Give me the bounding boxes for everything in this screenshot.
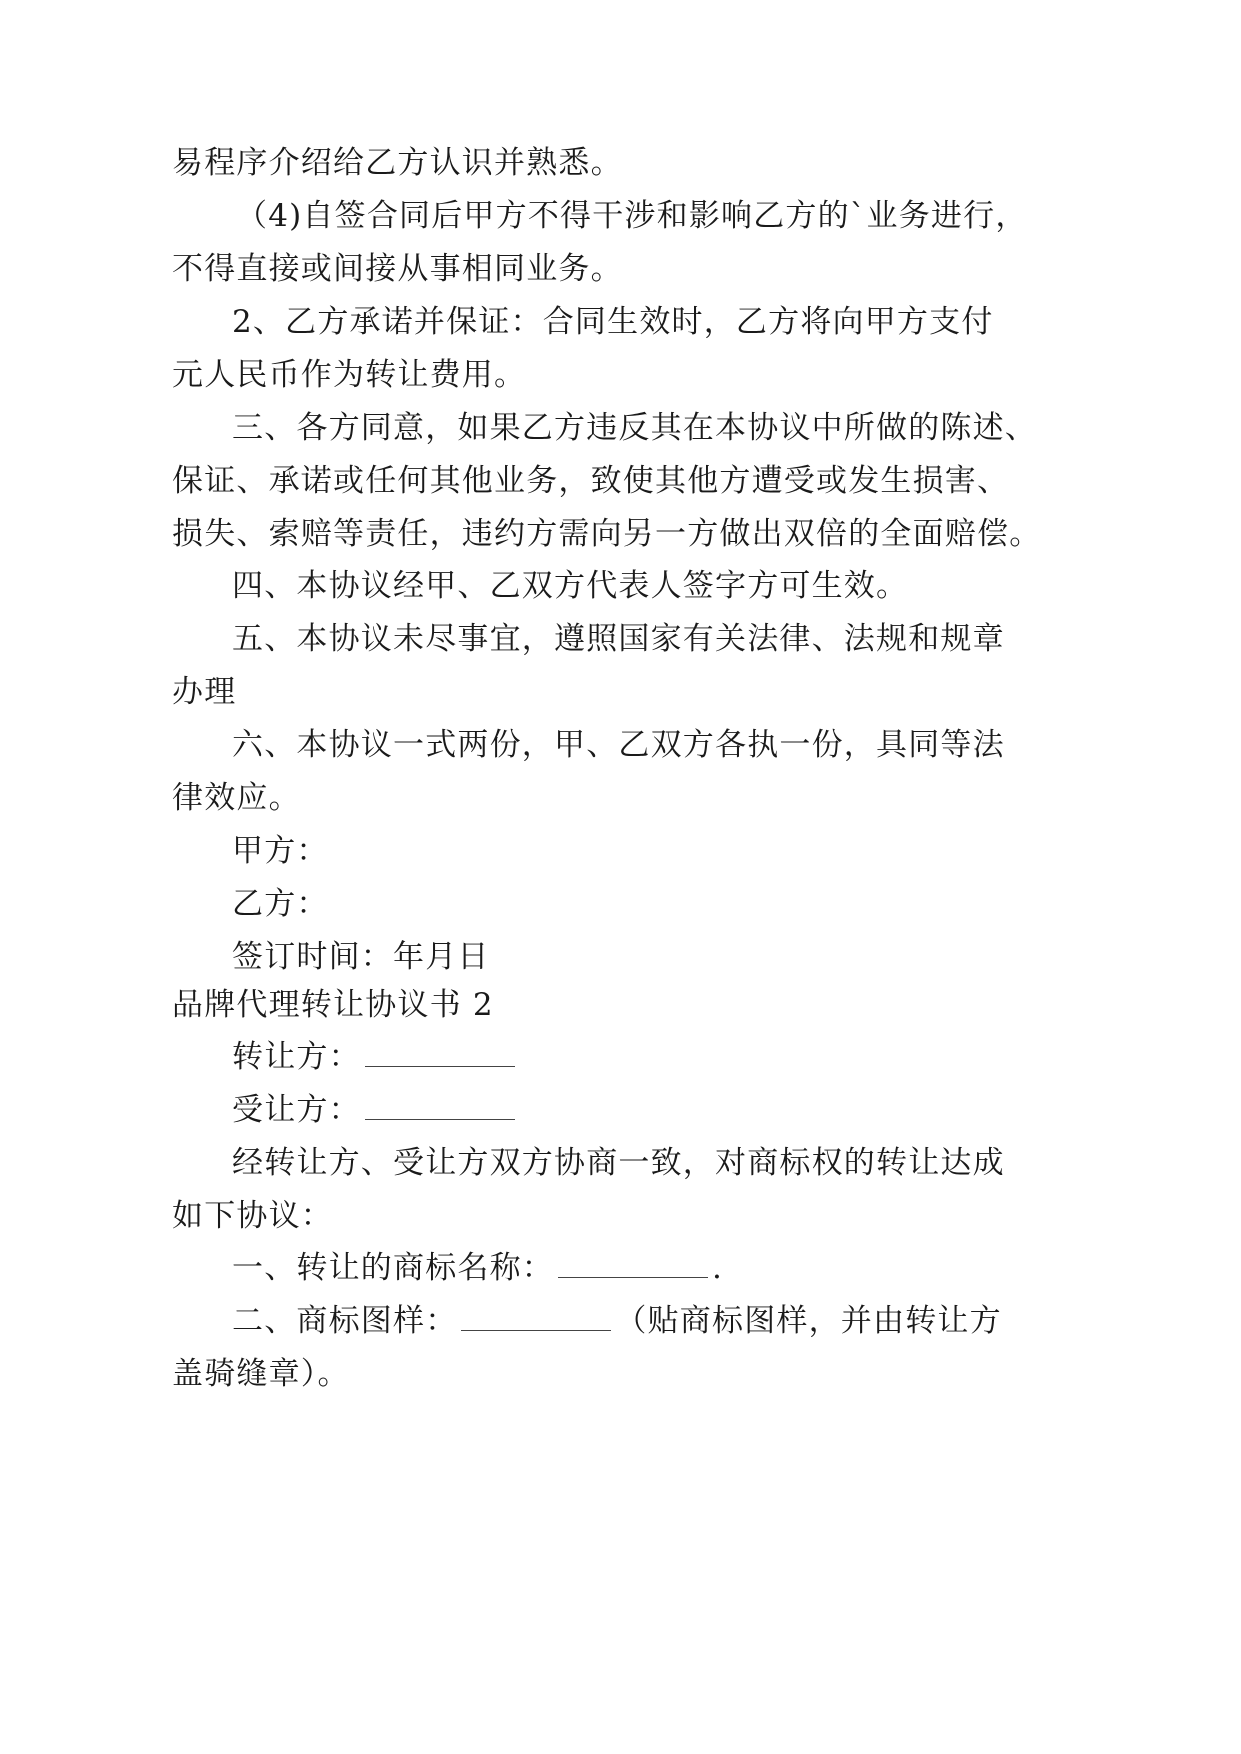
text-line: 2、乙方承诺并保证：合同生效时，乙方将向甲方支付: [232, 304, 994, 340]
trademark-name-period: .: [712, 1250, 724, 1286]
text-line: 四、本协议经甲、乙双方代表人签字方可生效。: [232, 568, 909, 604]
text-line: 不得直接或间接从事相同业务。: [172, 251, 623, 287]
trademark-sample-label: 二、商标图样：: [232, 1303, 458, 1339]
text-line: 元人民币作为转让费用。: [172, 357, 527, 393]
text-line: 易程序介绍给乙方认识并熟悉。: [172, 145, 623, 181]
text-line: 保证、承诺或任何其他业务，致使其他方遭受或发生损害、: [172, 463, 1010, 499]
transferee-label: 受让方：: [232, 1092, 361, 1128]
text-line: 三、各方同意，如果乙方违反其在本协议中所做的陈述、: [232, 410, 1037, 446]
trademark-sample-note: （贴商标图样，并由转让方: [615, 1303, 1002, 1339]
text-line: 六、本协议一式两份，甲、乙双方各执一份，具同等法: [232, 727, 1005, 763]
trademark-sample-line: [232, 1301, 1002, 1341]
trademark-name-line: [232, 1248, 723, 1288]
trademark-sample-blank: [461, 1304, 611, 1331]
text-line: 如下协议：: [172, 1198, 333, 1234]
text-line: 五、本协议未尽事宜，遵照国家有关法律、法规和规章: [232, 621, 1005, 657]
trademark-name-blank: [558, 1251, 708, 1278]
transferor-blank: [365, 1040, 515, 1067]
text-line: 律效应。: [172, 780, 301, 816]
text-line: 盖骑缝章）。: [172, 1356, 350, 1392]
text-line: 办理: [172, 674, 237, 710]
text-line: 经转让方、受让方双方协商一致，对商标权的转让达成: [232, 1145, 1005, 1181]
transferee-line: [232, 1090, 519, 1130]
transferor-line: [232, 1037, 519, 1077]
trademark-name-label: 一、转让的商标名称：: [232, 1250, 554, 1286]
signature-party-b: 乙方：: [232, 886, 329, 922]
signature-party-a: 甲方：: [232, 833, 329, 869]
section-title: 品牌代理转让协议书 2: [172, 987, 494, 1023]
text-line: 损失、索赔等责任，违约方需向另一方做出双倍的全面赔偿。: [172, 516, 1042, 552]
signing-date: 签订时间：年月日: [232, 939, 490, 975]
text-line: （4)自签合同后甲方不得干涉和影响乙方的`业务进行，: [236, 198, 1028, 234]
transferee-blank: [365, 1093, 515, 1120]
transferor-label: 转让方：: [232, 1039, 361, 1075]
